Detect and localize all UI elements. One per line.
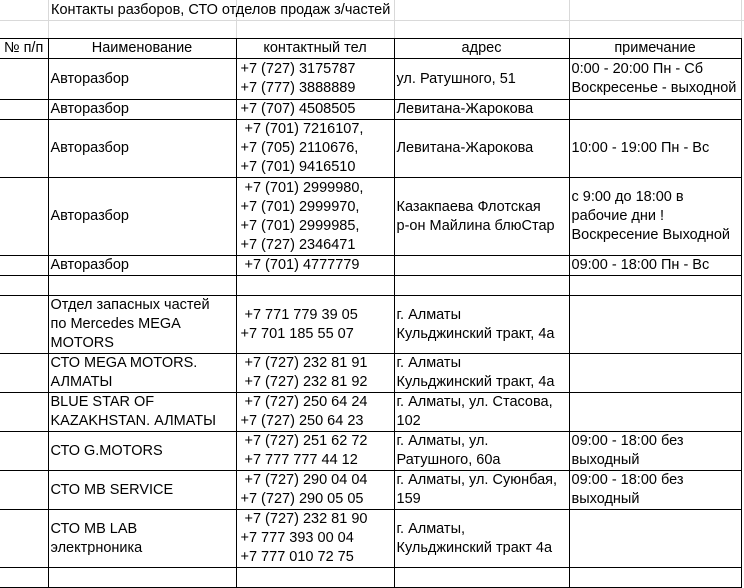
note-line	[572, 276, 739, 295]
number-cell[interactable]	[0, 276, 48, 296]
address-cell[interactable]	[394, 100, 569, 120]
name-cell[interactable]	[48, 120, 236, 178]
header-name[interactable]: Наименование	[48, 39, 236, 59]
note-line	[572, 568, 739, 587]
note-cell[interactable]	[569, 354, 741, 393]
name-line: BLUE STAR OF	[50, 394, 155, 410]
note-line: Воскресенье - выходной	[571, 80, 737, 96]
name-line: по Mercedes MEGA	[50, 316, 181, 332]
address-line: г. Алматы	[396, 355, 461, 371]
address-line: г. Алматы, ул. Стасова,	[396, 394, 553, 410]
address-cell[interactable]	[394, 393, 569, 432]
address-cell[interactable]	[394, 120, 569, 178]
note-cell[interactable]	[569, 256, 741, 276]
note-line: Воскресение Выходной	[571, 227, 731, 243]
number-cell[interactable]	[0, 432, 48, 471]
address-cell[interactable]	[394, 296, 569, 354]
note-cell[interactable]	[569, 568, 741, 588]
header-number[interactable]: № п/п	[0, 39, 48, 59]
phone-line: +7 (701) 2999985,	[240, 217, 360, 234]
address-cell[interactable]	[394, 471, 569, 510]
table-row	[0, 354, 741, 393]
table-row	[0, 59, 741, 100]
address-line: Кульджинский тракт, 4а	[396, 325, 555, 342]
note-line: выходный	[571, 491, 640, 507]
name-line: СТО MEGA MOTORS.	[50, 355, 198, 371]
name-cell[interactable]	[48, 432, 236, 471]
number-cell[interactable]	[0, 393, 48, 432]
phone-line: +7 (727) 250 64 23	[240, 413, 364, 429]
note-cell[interactable]	[569, 276, 741, 296]
table-row	[0, 256, 741, 276]
note-cell[interactable]	[569, 100, 741, 120]
number-cell[interactable]	[0, 59, 48, 100]
address-cell[interactable]	[394, 432, 569, 471]
name-cell[interactable]	[48, 471, 236, 510]
number-cell[interactable]	[0, 354, 48, 393]
phone-line: +7 701 185 55 07	[240, 325, 354, 342]
phone-line: +7 (777) 3888889	[240, 80, 356, 96]
phone-line	[239, 568, 392, 587]
table-row	[0, 276, 741, 296]
address-line: Ратушного, 60а	[396, 452, 501, 468]
note-line: 10:00 - 19:00 Пн - Вс	[571, 140, 710, 156]
phone-cell[interactable]	[236, 568, 394, 588]
note-line: с 9:00 до 18:00 в	[571, 189, 684, 205]
note-line	[572, 529, 739, 548]
table-row	[0, 178, 741, 256]
note-cell[interactable]	[569, 178, 741, 256]
phone-line: +7 (727) 290 04 04	[244, 472, 368, 488]
phone-line: +7 (701) 9416510	[240, 159, 356, 175]
address-line	[397, 276, 567, 295]
address-line: Левитана-Жарокова	[396, 101, 534, 117]
phone-line: +7 (701) 7216107,	[244, 121, 364, 137]
name-cell[interactable]	[48, 568, 236, 588]
table-row	[0, 100, 741, 120]
name-line	[51, 276, 234, 295]
phone-line: +7 (707) 4508505	[240, 101, 356, 117]
name-cell[interactable]	[48, 510, 236, 568]
name-cell[interactable]	[48, 178, 236, 256]
phone-line: +7 (701) 2999980,	[244, 179, 364, 196]
address-line: Казакпаева Флотская	[396, 198, 541, 215]
table-body	[0, 59, 741, 588]
phone-cell[interactable]	[236, 432, 394, 471]
header-address[interactable]: адрес	[394, 39, 569, 59]
address-line	[397, 256, 567, 275]
name-cell[interactable]	[48, 296, 236, 354]
name-line: АЛМАТЫ	[50, 374, 113, 390]
table-row	[0, 393, 741, 432]
name-line: KAZAKHSTAN. АЛМАТЫ	[50, 413, 216, 429]
number-cell[interactable]	[0, 178, 48, 256]
sheet-title[interactable]: Контакты разборов, СТО отделов продаж з/частей	[51, 2, 391, 18]
phone-cell[interactable]	[236, 393, 394, 432]
table-row	[0, 510, 741, 568]
note-line: 09:00 - 18:00 без	[571, 433, 684, 449]
number-cell[interactable]	[0, 471, 48, 510]
address-cell[interactable]	[394, 510, 569, 568]
phone-line: +7 777 393 00 04	[240, 530, 354, 546]
name-cell[interactable]	[48, 354, 236, 393]
table-row	[0, 296, 741, 354]
name-line: Авторазбор	[50, 257, 129, 273]
name-line: Отдел запасных частей	[50, 297, 210, 313]
phone-cell[interactable]	[236, 296, 394, 354]
name-line: СТО G.MOTORS	[50, 442, 163, 459]
phone-line: +7 771 779 39 05	[244, 306, 358, 323]
phone-cell[interactable]	[236, 510, 394, 568]
gridline	[0, 20, 744, 21]
gridline	[741, 0, 742, 38]
note-cell[interactable]	[569, 296, 741, 354]
name-line: СТО MB SERVICE	[50, 481, 174, 498]
phone-line: +7 777 010 72 75	[240, 549, 354, 565]
header-note[interactable]: примечание	[569, 39, 741, 59]
contacts-table	[0, 38, 742, 588]
address-line: 102	[396, 413, 421, 429]
note-line	[572, 315, 739, 334]
name-line: электрноника	[50, 539, 143, 556]
note-cell[interactable]	[569, 510, 741, 568]
address-cell[interactable]	[394, 568, 569, 588]
phone-line: +7 (727) 2346471	[240, 236, 356, 253]
name-cell[interactable]	[48, 393, 236, 432]
note-line: рабочие дни !	[571, 208, 665, 224]
note-line: 09:00 - 18:00 Пн - Вс	[571, 257, 710, 273]
address-cell[interactable]	[394, 354, 569, 393]
phone-line: +7 (727) 250 64 24	[244, 394, 368, 410]
address-line: г. Алматы, ул. Суюнбая,	[396, 472, 558, 488]
name-cell[interactable]	[48, 100, 236, 120]
note-line: 0:00 - 20:00 Пн - Сб	[571, 61, 704, 77]
phone-cell[interactable]	[236, 100, 394, 120]
note-cell[interactable]	[569, 393, 741, 432]
number-cell[interactable]	[0, 510, 48, 568]
note-cell[interactable]	[569, 59, 741, 100]
address-line: Кульджинский тракт, 4а	[396, 374, 555, 390]
table-row	[0, 568, 741, 588]
address-line: г. Алматы,	[396, 520, 466, 537]
phone-cell[interactable]	[236, 256, 394, 276]
address-line: Кульджинский тракт 4а	[396, 539, 553, 556]
name-cell[interactable]	[48, 256, 236, 276]
phone-cell[interactable]	[236, 120, 394, 178]
name-line	[51, 568, 234, 587]
address-line: 159	[396, 491, 421, 507]
phone-line	[239, 276, 392, 295]
table-row	[0, 432, 741, 471]
note-cell[interactable]	[569, 120, 741, 178]
number-cell[interactable]	[0, 100, 48, 120]
address-line: ул. Ратушного, 51	[396, 70, 516, 87]
phone-line: +7 (727) 232 81 92	[244, 374, 368, 390]
phone-line: +7 (705) 2110676,	[240, 140, 359, 156]
address-cell[interactable]	[394, 59, 569, 100]
name-line: Авторазбор	[50, 208, 129, 224]
phone-cell[interactable]	[236, 59, 394, 100]
number-cell[interactable]	[0, 120, 48, 178]
name-line: Авторазбор	[50, 70, 129, 87]
name-line: Авторазбор	[50, 101, 129, 117]
gridline	[569, 0, 570, 38]
name-line: СТО MB LAB	[50, 520, 138, 537]
address-cell[interactable]	[394, 276, 569, 296]
phone-line: +7 (727) 3175787	[240, 61, 356, 77]
address-line: г. Алматы, ул.	[396, 433, 489, 449]
table-row	[0, 120, 741, 178]
address-cell[interactable]	[394, 256, 569, 276]
phone-cell[interactable]	[236, 178, 394, 256]
phone-line: +7 (727) 232 81 90	[244, 511, 368, 527]
address-line	[397, 568, 567, 587]
phone-cell[interactable]	[236, 276, 394, 296]
header-row	[0, 39, 741, 59]
table-row	[0, 471, 741, 510]
note-cell[interactable]	[569, 471, 741, 510]
address-line: г. Алматы	[396, 306, 461, 323]
phone-line: +7 (701) 4777779	[244, 257, 360, 273]
note-line	[572, 100, 739, 119]
phone-cell[interactable]	[236, 354, 394, 393]
note-line	[572, 403, 739, 422]
gridline	[48, 0, 49, 38]
gridline	[394, 0, 395, 38]
note-line: 09:00 - 18:00 без	[571, 472, 684, 488]
address-line: р-он Майлина блюСтар	[396, 217, 555, 234]
note-line: выходный	[571, 452, 640, 468]
address-line: Левитана-Жарокова	[396, 140, 534, 156]
number-cell[interactable]	[0, 296, 48, 354]
name-cell[interactable]	[48, 276, 236, 296]
name-line: Авторазбор	[50, 140, 129, 156]
number-cell[interactable]	[0, 568, 48, 588]
note-line	[572, 364, 739, 383]
address-cell[interactable]	[394, 178, 569, 256]
name-line: MOTORS	[50, 335, 114, 351]
name-cell[interactable]	[48, 59, 236, 100]
phone-line: +7 (727) 232 81 91	[244, 355, 368, 371]
note-cell[interactable]	[569, 432, 741, 471]
phone-line: +7 (701) 2999970,	[240, 198, 360, 215]
phone-line: +7 (727) 290 05 05	[240, 491, 364, 507]
number-cell[interactable]	[0, 256, 48, 276]
phone-line: +7 777 777 44 12	[244, 452, 358, 468]
header-phone[interactable]: контактный тел	[236, 39, 394, 59]
phone-line: +7 (727) 251 62 72	[244, 433, 368, 449]
phone-cell[interactable]	[236, 471, 394, 510]
